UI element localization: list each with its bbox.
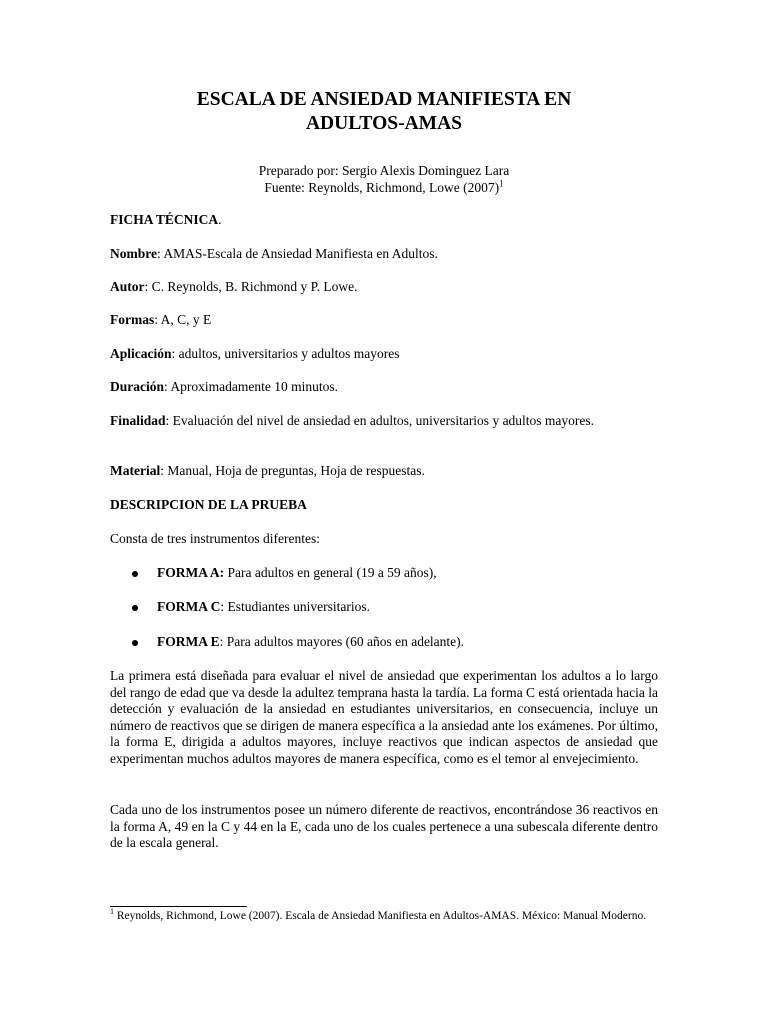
source-line (110, 179, 658, 196)
paragraph-items-count: Cada uno de los instrumentos posee un número diferente de reactivos, encontrándose 36 reactivos en la forma A, 49 en la C y 44 en la E, cada uno de los cuales pertenece a una subescala diferente dentro de la escala general. (110, 802, 658, 850)
bullet-icon (132, 605, 138, 611)
form-text: : Para adultos mayores (60 años en adelante). (219, 634, 465, 649)
field-duracion (110, 379, 658, 396)
field-value: : adultos, universitarios y adultos mayores (171, 346, 400, 361)
field-value: : AMAS-Escala de Ansiedad Manifiesta en Adultos. (157, 246, 438, 261)
field-label: Finalidad (110, 413, 166, 428)
title-line-2: ADULTOS-AMAS (305, 113, 463, 134)
bullet-icon (132, 640, 138, 646)
field-label: Material (110, 463, 161, 478)
field-formas (110, 312, 658, 329)
footnote (110, 909, 658, 923)
field-material (110, 463, 658, 480)
title-line-1: ESCALA DE ANSIEDAD MANIFIESTA EN (196, 89, 572, 110)
bullet-icon (132, 571, 138, 577)
paragraph-forms-description: La primera está diseñada para evaluar el nivel de ansiedad que experimentan los adultos a lo largo del rango de edad que va desde la adultez temprana hasta la tardía. La forma C está orientada hacia la detección y evaluación de la ansiedad en estudiantes universitarios, en consecuencia, incluye un número de reactivos que se dirigen de manera específica a la ansiedad ante los exámenes. Por último, la forma E, dirigida a adultos mayores, incluye reactivos que indican aspectos de ansiedad que experimentan muchos adultos mayores de manera específica, como es el temor al envejecimiento. (110, 668, 658, 766)
field-nombre (110, 246, 658, 263)
document-credits (110, 162, 658, 196)
ficha-heading-text: FICHA TÉCNICA (110, 212, 219, 227)
form-label: FORMA E (157, 634, 220, 649)
footnote-mark: 1 (110, 907, 114, 917)
ficha-heading-punct: . (218, 212, 222, 227)
document-title (110, 88, 658, 136)
field-label: Nombre (110, 246, 157, 261)
form-label: FORMA A: (157, 565, 225, 580)
form-text: Para adultos en general (19 a 59 años), (224, 565, 437, 580)
field-finalidad (110, 413, 658, 430)
field-value: : Aproximadamente 10 minutos. (164, 379, 338, 394)
footnote-text: Reynolds, Richmond, Lowe (2007). Escala de Ansiedad Manifiesta en Adultos-AMAS. México: Manual Moderno. (114, 910, 647, 922)
field-label: Aplicación (110, 346, 172, 361)
intro-text: Consta de tres instrumentos diferentes: (110, 531, 320, 546)
field-label: Autor (110, 279, 145, 294)
field-value: : A, C, y E (154, 312, 212, 327)
field-label: Duración (110, 379, 164, 394)
field-value: : Manual, Hoja de preguntas, Hoja de respuestas. (160, 463, 425, 478)
description-heading: DESCRIPCION DE LA PRUEBA (110, 497, 307, 512)
form-text: : Estudiantes universitarios. (220, 599, 370, 614)
field-value: : C. Reynolds, B. Richmond y P. Lowe. (144, 279, 358, 294)
source-footnote-mark: 1 (499, 178, 504, 189)
ficha-heading (110, 212, 658, 229)
footnote-divider (110, 906, 247, 907)
prepared-by: Preparado por: Sergio Alexis Dominguez Lara (258, 163, 510, 178)
field-value: : Evaluación del nivel de ansiedad en adultos, universitarios y adultos mayores. (165, 413, 595, 428)
form-label: FORMA C (157, 599, 221, 614)
document-page (110, 0, 658, 1024)
field-label: Formas (110, 312, 155, 327)
field-autor (110, 279, 658, 296)
source-text: Fuente: Reynolds, Richmond, Lowe (2007) (264, 180, 500, 195)
field-aplicacion (110, 346, 658, 363)
